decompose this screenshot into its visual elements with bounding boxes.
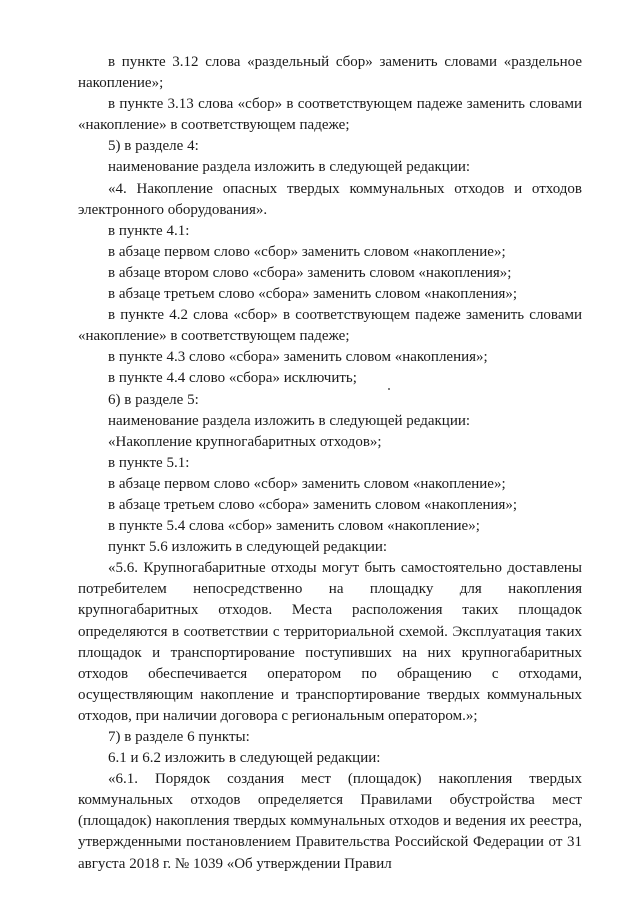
paragraph: 6) в разделе 5: — [108, 391, 199, 408]
paragraph: в пункте 5.1: — [108, 454, 190, 471]
paragraph: «6.1. Порядок создания мест (площадок) накопления твердых коммунальных отходов определяется Правилами обустройства мест (площадок) накопления твердых коммунальных отходов и ведения их реестра, утвержденными постановлением Правительства Российской Федерации от 31 августа 2018 г. № 1039 «Об утверждении Правил — [78, 771, 582, 872]
paragraph: 7) в разделе 6 пункты: — [108, 729, 250, 745]
paragraph: в пункте 3.12 слова «раздельный сбор» заменить словами «раздельное накопление»; — [78, 54, 582, 92]
paragraph: «5.6. Крупногабаритные отходы могут быть самостоятельно доставлены потребителем непосредственно на площадку для накопления крупногабаритных отходов. Места расположения таких площадок определяются в соответствии с территориальной схемой. Эксплуатация таких площадок и транспортирование поступивших на них крупногабаритных отходов обеспечивается оператором по обращению с отходами, осуществляющим накопление и транспортирование твердых коммунальных отходов, при наличии договора с региональным оператором.»; — [78, 560, 582, 724]
paragraph: 5) в разделе 4: — [108, 138, 199, 155]
paragraph: в абзаце третьем слово «сбора» заменить словом «накопления»; — [108, 496, 518, 513]
paragraph: в пункте 5.4 слова «сбор» заменить словом «накопление»; — [108, 518, 480, 535]
scan-speck — [388, 388, 390, 390]
paragraph: в абзаце втором слово «сбора» заменить словом «накопления»; — [108, 264, 512, 281]
document-body — [78, 52, 582, 875]
paragraph: наименование раздела изложить в следующей редакции: — [108, 412, 471, 429]
paragraph: в пункте 4.3 слово «сбора» заменить словом «накопления»; — [108, 349, 488, 366]
paragraph: в абзаце первом слово «сбор» заменить словом «накопление»; — [108, 243, 506, 260]
paragraph: пункт 5.6 изложить в следующей редакции: — [108, 539, 388, 556]
paragraph: в пункте 3.13 слова «сбор» в соответствующем падеже заменить словами «накопление» в соответствующем падеже; — [78, 96, 582, 134]
paragraph: 6.1 и 6.2 изложить в следующей редакции: — [108, 750, 381, 767]
paragraph: в абзаце первом слово «сбор» заменить словом «накопление»; — [108, 475, 506, 492]
paragraph: «Накопление крупногабаритных отходов»; — [108, 433, 382, 450]
paragraph: «4. Накопление опасных твердых коммунальных отходов и отходов электронного оборудования». — [78, 180, 582, 218]
paragraph: в пункте 4.2 слова «сбор» в соответствующем падеже заменить словами «накопление» в соответствующем падеже; — [78, 307, 582, 345]
paragraph: в пункте 4.4 слово «сбора» исключить; — [108, 370, 357, 387]
paragraph: наименование раздела изложить в следующей редакции: — [108, 159, 471, 176]
paragraph: в пункте 4.1: — [108, 222, 190, 239]
paragraph: в абзаце третьем слово «сбора» заменить словом «накопления»; — [108, 286, 518, 303]
